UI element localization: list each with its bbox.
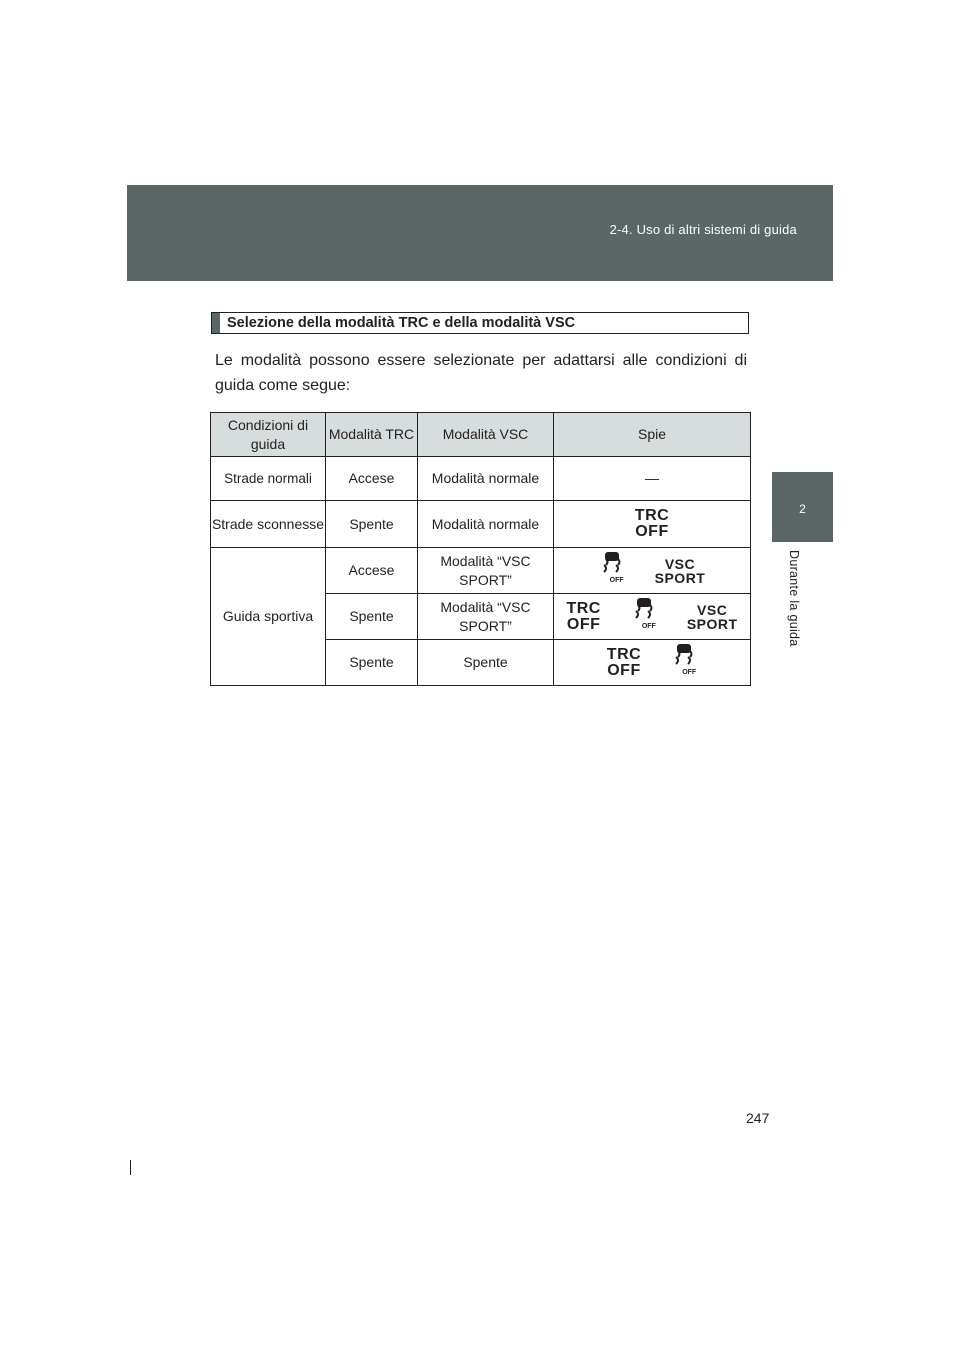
table-row <box>211 501 751 548</box>
page-number: 247 <box>746 1110 770 1126</box>
cell-vsc: Modalità normale <box>418 457 554 501</box>
vsc-sport-indicator: VSC SPORT <box>654 555 706 586</box>
slip-off-icon: OFF <box>631 597 657 636</box>
heading-text: Selezione della modalità TRC e della modalità VSC <box>227 315 576 331</box>
margin-mark <box>130 1160 131 1175</box>
header-vsc: Modalità VSC <box>418 413 554 457</box>
cell-vsc: Modalità “VSC SPORT” <box>418 548 554 594</box>
cell-vsc: Modalità normale <box>418 501 554 548</box>
header-band <box>127 185 833 281</box>
cell-trc: Spente <box>326 594 418 640</box>
skid-car-icon <box>599 551 625 573</box>
trc-off-indicator: TRC OFF <box>606 645 642 679</box>
skid-car-icon <box>671 643 697 665</box>
cell-vsc: Spente <box>418 640 554 686</box>
heading-bar <box>212 313 220 333</box>
skid-car-icon <box>631 597 657 619</box>
table-header-row <box>211 413 751 457</box>
cell-spie <box>554 501 751 548</box>
section-heading <box>211 312 749 334</box>
cell-trc: Accese <box>326 457 418 501</box>
cell-trc: Spente <box>326 640 418 686</box>
cell-condition: Strade normali <box>211 457 326 501</box>
trc-off-indicator: TRC OFF <box>566 599 601 633</box>
vsc-sport-indicator: VSC SPORT <box>686 601 738 632</box>
trc-off-indicator: TRC OFF <box>634 507 670 540</box>
table-row <box>211 457 751 501</box>
cell-spie <box>554 640 751 686</box>
chapter-tab <box>772 472 833 542</box>
cell-vsc: Modalità “VSC SPORT” <box>418 594 554 640</box>
cell-spie: — <box>554 457 751 501</box>
cell-trc: Spente <box>326 501 418 548</box>
intro-paragraph: Le modalità possono essere selezionate per adattarsi alle condizioni di guida come segue: <box>215 352 747 394</box>
cell-trc: Accese <box>326 548 418 594</box>
chapter-number: 2 <box>799 502 806 516</box>
chapter-title: Durante la guida <box>787 550 801 647</box>
header-spie: Spie <box>554 413 751 457</box>
modes-table <box>210 412 751 686</box>
cell-spie <box>554 548 751 594</box>
slip-off-icon: OFF <box>599 551 625 590</box>
section-title: 2-4. Uso di altri sistemi di guida <box>609 222 797 237</box>
header-condition: Condizioni di guida <box>211 413 326 457</box>
cell-condition: Strade sconnesse <box>211 501 326 548</box>
slip-off-icon: OFF <box>671 643 697 682</box>
header-trc: Modalità TRC <box>326 413 418 457</box>
cell-condition: Guida sportiva <box>211 548 326 686</box>
table-row <box>211 548 751 594</box>
cell-spie <box>554 594 751 640</box>
